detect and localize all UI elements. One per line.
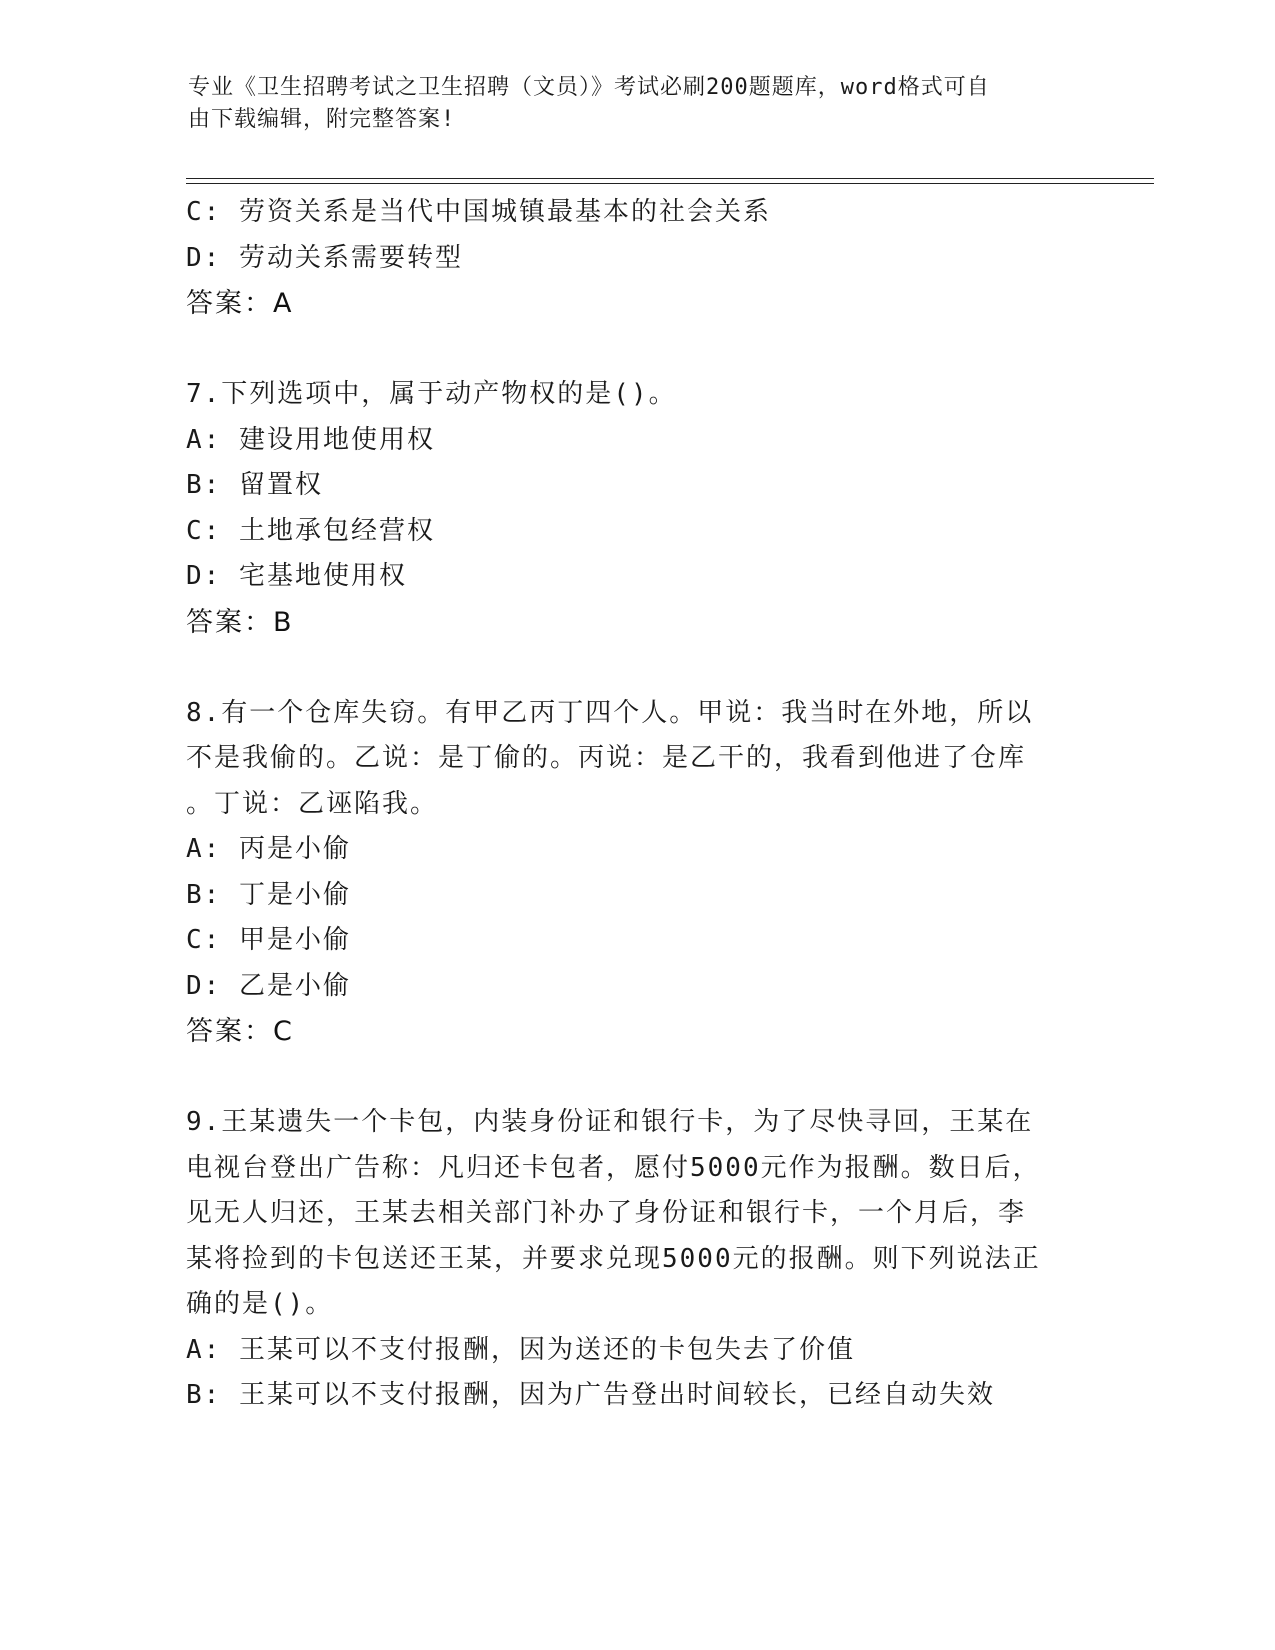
- question-9: [186, 1100, 1086, 1419]
- spacer: [186, 645, 1086, 691]
- question-stem-line: 。丁说：乙诬陷我。: [186, 788, 439, 819]
- option-b: B: 丁是小偷: [186, 879, 351, 910]
- question-8: [186, 691, 1086, 1055]
- answer-line: 答案：B: [186, 606, 294, 638]
- document-header: [188, 72, 1068, 136]
- question-6-tail: [186, 190, 1086, 327]
- header-divider-bottom: [186, 183, 1154, 184]
- option-d: D: 劳动关系需要转型: [186, 242, 463, 273]
- header-line-1: 专业《卫生招聘考试之卫生招聘（文员）》考试必刷200题题库，word格式可自: [188, 75, 990, 100]
- question-stem-line: 电视台登出广告称：凡归还卡包者，愿付5000元作为报酬。数日后，: [186, 1152, 1041, 1183]
- option-c: C: 土地承包经营权: [186, 515, 435, 546]
- option-d: D: 宅基地使用权: [186, 561, 407, 591]
- question-stem-line: 某将捡到的卡包送还王某，并要求兑现5000元的报酬。则下列说法正: [186, 1243, 1041, 1274]
- spacer: [186, 327, 1086, 373]
- option-a: A: 丙是小偷: [186, 834, 351, 864]
- option-c: C: 劳资关系是当代中国城镇最基本的社会关系: [186, 197, 771, 227]
- option-b: B: 王某可以不支付报酬，因为广告登出时间较长，已经自动失效: [186, 1380, 995, 1410]
- question-stem: 7.下列选项中，属于动产物权的是()。: [186, 379, 677, 409]
- question-stem-line: 确的是()。: [186, 1289, 334, 1319]
- answer-line: 答案：A: [186, 288, 294, 319]
- option-c: C: 甲是小偷: [186, 925, 351, 955]
- option-b: B: 留置权: [186, 470, 323, 500]
- answer-line: 答案：C: [186, 1016, 294, 1047]
- question-stem-line: 9.王某遗失一个卡包，内装身份证和银行卡，为了尽快寻回，王某在: [186, 1107, 1034, 1137]
- question-stem-line: 8.有一个仓库失窃。有甲乙丙丁四个人。甲说：我当时在外地，所以: [186, 697, 1034, 728]
- option-d: D: 乙是小偷: [186, 970, 351, 1001]
- question-stem-line: 不是我偷的。乙说：是丁偷的。丙说：是乙干的，我看到他进了仓库: [186, 743, 1027, 773]
- header-line-2: 由下载编辑，附完整答案!: [188, 107, 456, 132]
- question-7: [186, 372, 1086, 645]
- option-a: A: 建设用地使用权: [186, 424, 435, 455]
- question-stem-line: 见无人归还，王某去相关部门补办了身份证和银行卡，一个月后，李: [186, 1198, 1027, 1228]
- option-a: A: 王某可以不支付报酬，因为送还的卡包失去了价值: [186, 1334, 855, 1365]
- header-divider-top: [186, 178, 1154, 179]
- question-list: [186, 190, 1086, 1419]
- spacer: [186, 1055, 1086, 1101]
